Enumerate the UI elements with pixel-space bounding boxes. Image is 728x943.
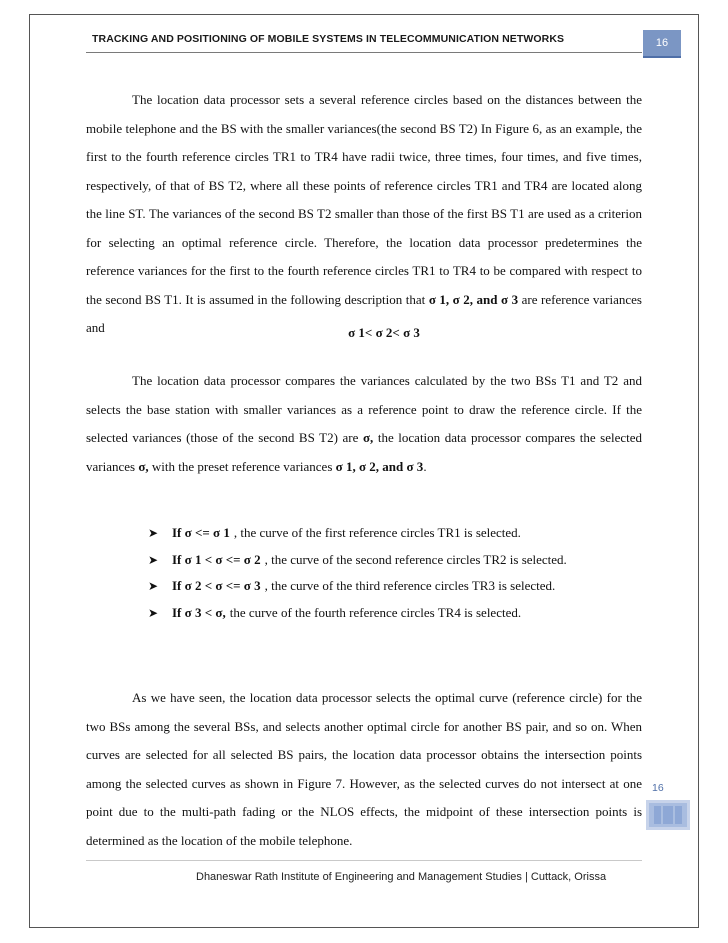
paragraph-reference-circles <box>86 86 642 343</box>
paragraph-1-tail: are reference variances and <box>86 291 642 335</box>
list-item <box>148 525 567 552</box>
paragraph-2-part1: The location data processor compares the variances calculated by the two BSs T1 and T2 and selects the base station with smaller variances as a reference point to draw the reference circle. If the selected variances (those of the second BS T2) are <box>86 373 642 445</box>
footer-institution: Dhaneswar Rath Institute of Engineering and Management Studies | Cuttack, Orissa <box>196 871 607 883</box>
running-header: TRACKING AND POSITIONING OF MOBILE SYSTEMS IN TELECOMMUNICATION NETWORKS <box>92 33 565 45</box>
side-page-number: 16 <box>652 782 664 794</box>
rule-text: , the curve of the third reference circles TR3 is selected. <box>264 578 556 593</box>
arrow-bullet-icon: ➤ <box>148 526 159 540</box>
rule-condition: If σ 2 < σ <= σ 3 <box>172 578 261 593</box>
rule-condition: If σ 3 < σ, <box>172 604 226 620</box>
paragraph-2-bold1: σ, <box>362 430 374 445</box>
list-item <box>148 578 567 605</box>
list-item <box>148 552 567 579</box>
paragraph-1-text: The location data processor sets a several reference circles based on the distances between the mobile telephone and the BS with the smaller variances(the second BS T2) In Figure 6, as an example, the first to the fourth reference circles TR1 to TR4 have radii twice, three times, four times, and five times, respectively, of that of BS T2, where all these points of reference circles TR1 and TR4 are located along the line ST. The variances of the second BS T2 smaller than those of the first BS T1 are used as a criterion for selecting an optimal reference circle. Therefore, the location data processor predetermines the reference variances for the first to the fourth reference circles TR1 to TR4 to be compared with respect to the second BS T1. It is assumed in the following description that <box>86 92 642 307</box>
selection-rules-list <box>148 525 567 631</box>
page-tab-icon <box>646 800 690 830</box>
paragraph-2-bold3: σ 1, σ 2, and σ 3 <box>335 458 424 474</box>
paragraph-1-bold: σ 1, σ 2, and σ 3 <box>428 291 519 307</box>
paragraph-2-end: . <box>423 458 427 474</box>
list-item <box>148 605 567 632</box>
footer-divider <box>86 860 642 861</box>
variance-inequality: σ 1< σ 2< σ 3 <box>348 325 420 340</box>
page-number: 16 <box>655 37 669 49</box>
paragraph-2-part3: with the preset reference variances <box>151 458 333 474</box>
paragraph-compare-variances <box>86 367 642 481</box>
arrow-bullet-icon: ➤ <box>148 552 159 567</box>
arrow-bullet-icon: ➤ <box>148 579 159 593</box>
arrow-bullet-icon: ➤ <box>148 605 159 620</box>
rule-text: the curve of the fourth reference circles TR4 is selected. <box>229 604 522 620</box>
paragraph-2-bold2: σ, <box>138 458 149 474</box>
header-divider <box>86 52 642 53</box>
rule-text: , the curve of the second reference circles TR2 is selected. <box>264 551 567 567</box>
rule-condition: If σ <= σ 1 <box>172 525 230 540</box>
rule-text: , the curve of the first reference circles TR1 is selected. <box>233 525 521 540</box>
paragraph-optimal-curve: As we have seen, the location data processor selects the optimal curve (reference circle) for the two BSs among the several BSs, and selects another optimal circle for another BS pair, and so on. When curves are selected for all selected BS pairs, the location data processor obtains the intersection points among the selected curves as shown in Figure 7. However, as the selected curves do not intersect at one point due to the multi-path fading or the NLOS effects, the midpoint of these intersection points is determined as the location of the mobile telephone. <box>86 690 642 848</box>
page-number-badge <box>643 30 681 58</box>
paragraph-2-part2: the location data processor compares the selected variances <box>86 430 643 474</box>
rule-condition: If σ 1 < σ <= σ 2 <box>172 551 261 567</box>
